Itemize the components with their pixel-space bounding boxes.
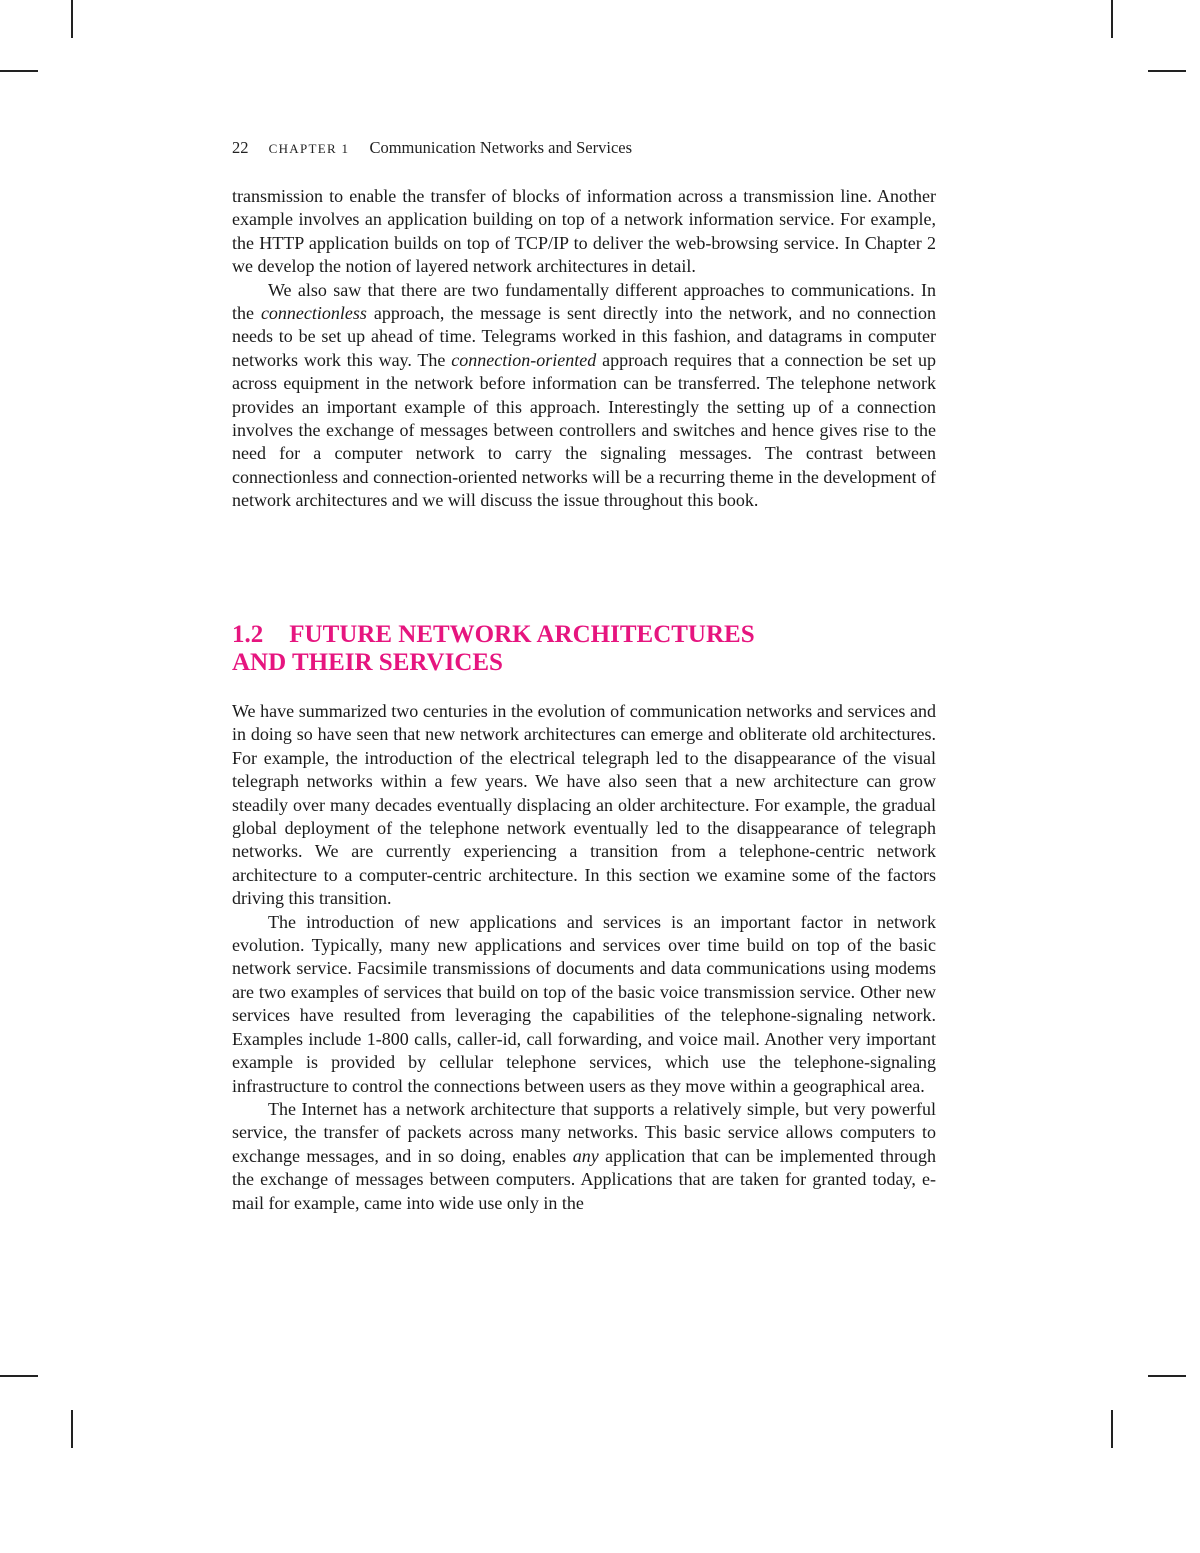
section-title-line1: FUTURE NETWORK ARCHITECTURES: [289, 621, 755, 648]
text-run: We have summarized two centuries in the evolution of communication networks and services and in doing so have seen that new network architectures can emerge and obliterate old architectures. For example, the introduction of the electrical telegraph led to the disappearance of the visual telegraph networks within a few years. We have also seen that a new architecture can grow steadily over many decades eventually displacing an older architecture. For example, the gradual global deployment of the telephone network eventually led to the disappearance of telegraph networks. We are currently experiencing a transition from a telephone-centric network architecture to a computer-centric architecture. In this section we examine some of the factors driving this transition.: [232, 701, 936, 909]
crop-mark: [1111, 0, 1113, 38]
text-run: We also saw that there are two fundamentally different approaches to communications. In the: [232, 279, 936, 324]
page-number: 22: [232, 138, 249, 157]
italic-term: any: [572, 1145, 599, 1166]
italic-term: connectionless: [260, 303, 367, 324]
paragraph: [232, 185, 936, 279]
running-header: [232, 138, 632, 158]
paragraph: [232, 911, 936, 1098]
crop-mark: [1111, 1410, 1113, 1448]
crop-mark: [0, 1375, 38, 1377]
crop-mark: [0, 70, 38, 72]
paragraph: [232, 279, 936, 513]
italic-term: connection-oriented: [451, 349, 597, 370]
paragraph: [232, 1098, 936, 1215]
text-run: The introduction of new applications and services is an important factor in network evolution. Typically, many new applications and services over time build on top of the basic network service. Facsimile transmissions of documents and data communications using modems are two examples of services that build on top of the basic voice transmission service. Other new services have resulted from leveraging the capabilities of the telephone-signaling network. Examples include 1-800 calls, caller-id, call forwarding, and voice mail. Another very important example is provided by cellular telephone services, which use the telephone-signaling infrastructure to control the connections between users as they move within a geographical area.: [232, 911, 936, 1096]
text-run: approach requires that a connection be set up across equipment in the network before information can be transferred. The telephone network provides an important example of this approach. Interestingly the setting up of a connection involves the exchange of messages between controllers and switches and hence gives rise to the need for a computer network to carry the signaling messages. The contrast between connectionless and connection-oriented networks will be a recurring theme in the development of network architectures and we will discuss the issue throughout this book.: [232, 349, 936, 511]
section-title-line2: AND THEIR SERVICES: [232, 649, 503, 676]
text-run: approach, the message is sent directly into the network, and no connection needs to be set up ahead of time. Telegrams worked in this fashion, and datagrams in computer networks work this way. The: [232, 303, 936, 370]
body-text-bottom: [232, 700, 936, 1215]
chapter-label: CHAPTER 1: [268, 141, 350, 156]
section-number: 1.2: [232, 621, 264, 648]
paragraph: [232, 700, 936, 911]
crop-mark: [1148, 70, 1186, 72]
chapter-title: Communication Networks and Services: [369, 138, 633, 157]
text-run: transmission to enable the transfer of blocks of information across a transmission line. Another example involves an application building on top of a network information service. For example, the HTTP application builds on top of TCP/IP to deliver the web-browsing service. In Chapter 2 we develop the notion of layered network architectures in detail.: [232, 186, 936, 277]
crop-mark: [71, 0, 73, 38]
text-run: The Internet has a network architecture that supports a relatively simple, but very powerful service, the transfer of packets across many networks. This basic service allows computers to exchange messages, and in so doing, enables: [232, 1098, 936, 1166]
section-heading: [232, 621, 936, 677]
crop-mark: [1148, 1375, 1186, 1377]
crop-mark: [71, 1410, 73, 1448]
text-run: application that can be implemented through the exchange of messages between computers. Applications that are taken for granted today, e-mail for example, came into wide use only in the: [232, 1145, 936, 1213]
body-text-top: [232, 185, 936, 513]
